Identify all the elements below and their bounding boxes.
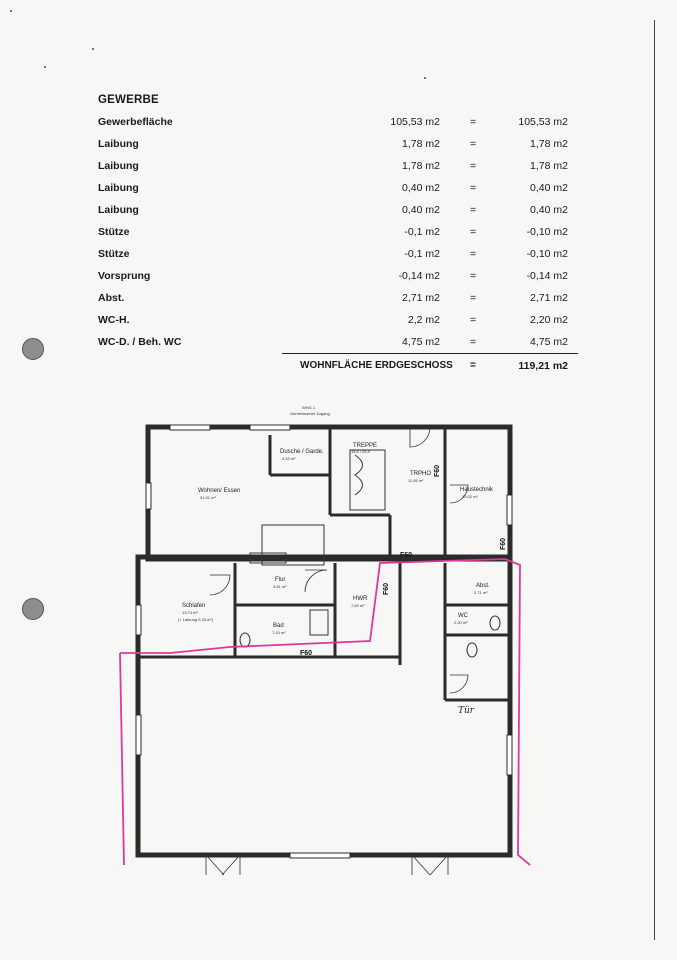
table-row: [98, 222, 578, 244]
row-label: Gewerbefläche: [98, 116, 173, 128]
row-label: Stütze: [98, 248, 130, 260]
room-label: Haustechnik: [460, 487, 494, 493]
table-row: [98, 156, 578, 178]
room-label: Schlafen: [182, 603, 206, 609]
table-row: [98, 178, 578, 200]
outer-walls: [138, 427, 510, 855]
room-label: Wohnen/ Essen: [198, 488, 241, 494]
room-label: WC: [458, 613, 468, 619]
room-area: 15,6 / 26,9: [351, 449, 370, 454]
scan-speck: [44, 66, 46, 68]
room-note: (+ Laibung 0,33 m²): [178, 617, 214, 622]
fire-label: F60: [500, 537, 507, 550]
row-equals: =: [470, 270, 477, 282]
room-area: 3,43 m²: [282, 456, 296, 461]
room-label: TREPPE: [353, 443, 378, 449]
row-label: Laibung: [98, 204, 139, 216]
row-equals: =: [470, 116, 477, 128]
handwritten-note: Tür: [458, 706, 475, 716]
section-title: GEWERBE: [98, 94, 159, 106]
table-row: [98, 244, 578, 266]
entrance-sub: Gemeinsamer Zugang: [290, 411, 330, 416]
table-row: [98, 200, 578, 222]
row-result: 1,78 m2: [530, 138, 568, 150]
table-row: [98, 332, 578, 354]
scan-speck: [424, 77, 426, 79]
row-value: 1,78 m2: [402, 138, 440, 150]
fire-label: F60: [434, 464, 441, 477]
room-label: Dusche / Garde.: [280, 449, 324, 455]
floor-plan: [110, 395, 550, 890]
table-row: [98, 310, 578, 332]
scan-speck: [92, 48, 94, 50]
table-row: [98, 288, 578, 310]
row-value: -0,14 m2: [398, 270, 440, 282]
row-value: 2,2 m2: [407, 314, 440, 326]
area-table: [98, 112, 578, 354]
room-area: 3,61 m²: [273, 584, 287, 589]
row-result: -0,10 m2: [526, 248, 568, 260]
row-equals: =: [470, 336, 477, 348]
fire-label: F60: [300, 650, 313, 657]
table-row: [98, 134, 578, 156]
room-label: Abst.: [476, 583, 490, 589]
row-label: Vorsprung: [98, 270, 151, 282]
row-value: -0,1 m2: [404, 226, 440, 238]
row-value: 1,78 m2: [402, 160, 440, 172]
row-result: 2,71 m2: [530, 292, 568, 304]
punch-hole-bottom: [22, 598, 44, 620]
room-area: 13,74 m²: [182, 610, 198, 615]
fire-label: F60: [383, 582, 390, 595]
total-value: 119,21 m2: [518, 360, 568, 372]
room-label: TRPHO: [410, 471, 431, 477]
door-swings: [206, 427, 468, 875]
total-divider: [282, 353, 578, 354]
row-value: 4,75 m2: [402, 336, 440, 348]
room-area: 11,95 m²: [408, 478, 424, 483]
row-equals: =: [470, 204, 477, 216]
row-label: WC-D. / Beh. WC: [98, 336, 182, 348]
row-value: 0,40 m2: [402, 182, 440, 194]
room-area: 2,20 m²: [454, 620, 468, 625]
row-label: Stütze: [98, 226, 130, 238]
row-result: 4,75 m2: [530, 336, 568, 348]
row-result: -0,14 m2: [526, 270, 568, 282]
row-label: Laibung: [98, 182, 139, 194]
row-equals: =: [470, 292, 477, 304]
room-area: 10,02 m²: [462, 494, 478, 499]
row-label: Laibung: [98, 160, 139, 172]
scan-speck: [10, 10, 12, 12]
row-result: 1,78 m2: [530, 160, 568, 172]
row-equals: =: [470, 226, 477, 238]
row-value: 0,40 m2: [402, 204, 440, 216]
table-row: [98, 112, 578, 134]
scan-page-edge: [654, 20, 655, 940]
room-area: 31,91 m²: [200, 495, 216, 500]
row-equals: =: [470, 138, 477, 150]
entrance-label: WHG 1: [302, 405, 316, 410]
row-result: 2,20 m2: [530, 314, 568, 326]
fire-label: F60: [400, 552, 413, 559]
row-value: -0,1 m2: [404, 248, 440, 260]
row-result: 0,40 m2: [530, 204, 568, 216]
room-label: Flur: [275, 577, 286, 583]
row-result: 105,53 m2: [518, 116, 568, 128]
table-row: [98, 266, 578, 288]
fixtures: [110, 395, 500, 657]
punch-hole-top: [22, 338, 44, 360]
total-equals: =: [470, 360, 476, 371]
total-label: WOHNFLÄCHE ERDGESCHOSS: [300, 360, 453, 371]
row-equals: =: [470, 160, 477, 172]
row-equals: =: [470, 314, 477, 326]
row-equals: =: [470, 248, 477, 260]
row-label: Laibung: [98, 138, 139, 150]
room-area: 7,60 m²: [351, 603, 365, 608]
row-result: -0,10 m2: [526, 226, 568, 238]
room-label: Bad: [273, 623, 284, 629]
room-label: HWR: [353, 596, 368, 602]
row-value: 2,71 m2: [402, 292, 440, 304]
row-label: Abst.: [98, 292, 125, 304]
room-area: 7,43 m²: [272, 630, 286, 635]
room-area: 2,71 m²: [474, 590, 488, 595]
windows: [136, 425, 512, 858]
row-value: 105,53 m2: [390, 116, 440, 128]
row-equals: =: [470, 182, 477, 194]
row-result: 0,40 m2: [530, 182, 568, 194]
row-label: WC-H.: [98, 314, 130, 326]
